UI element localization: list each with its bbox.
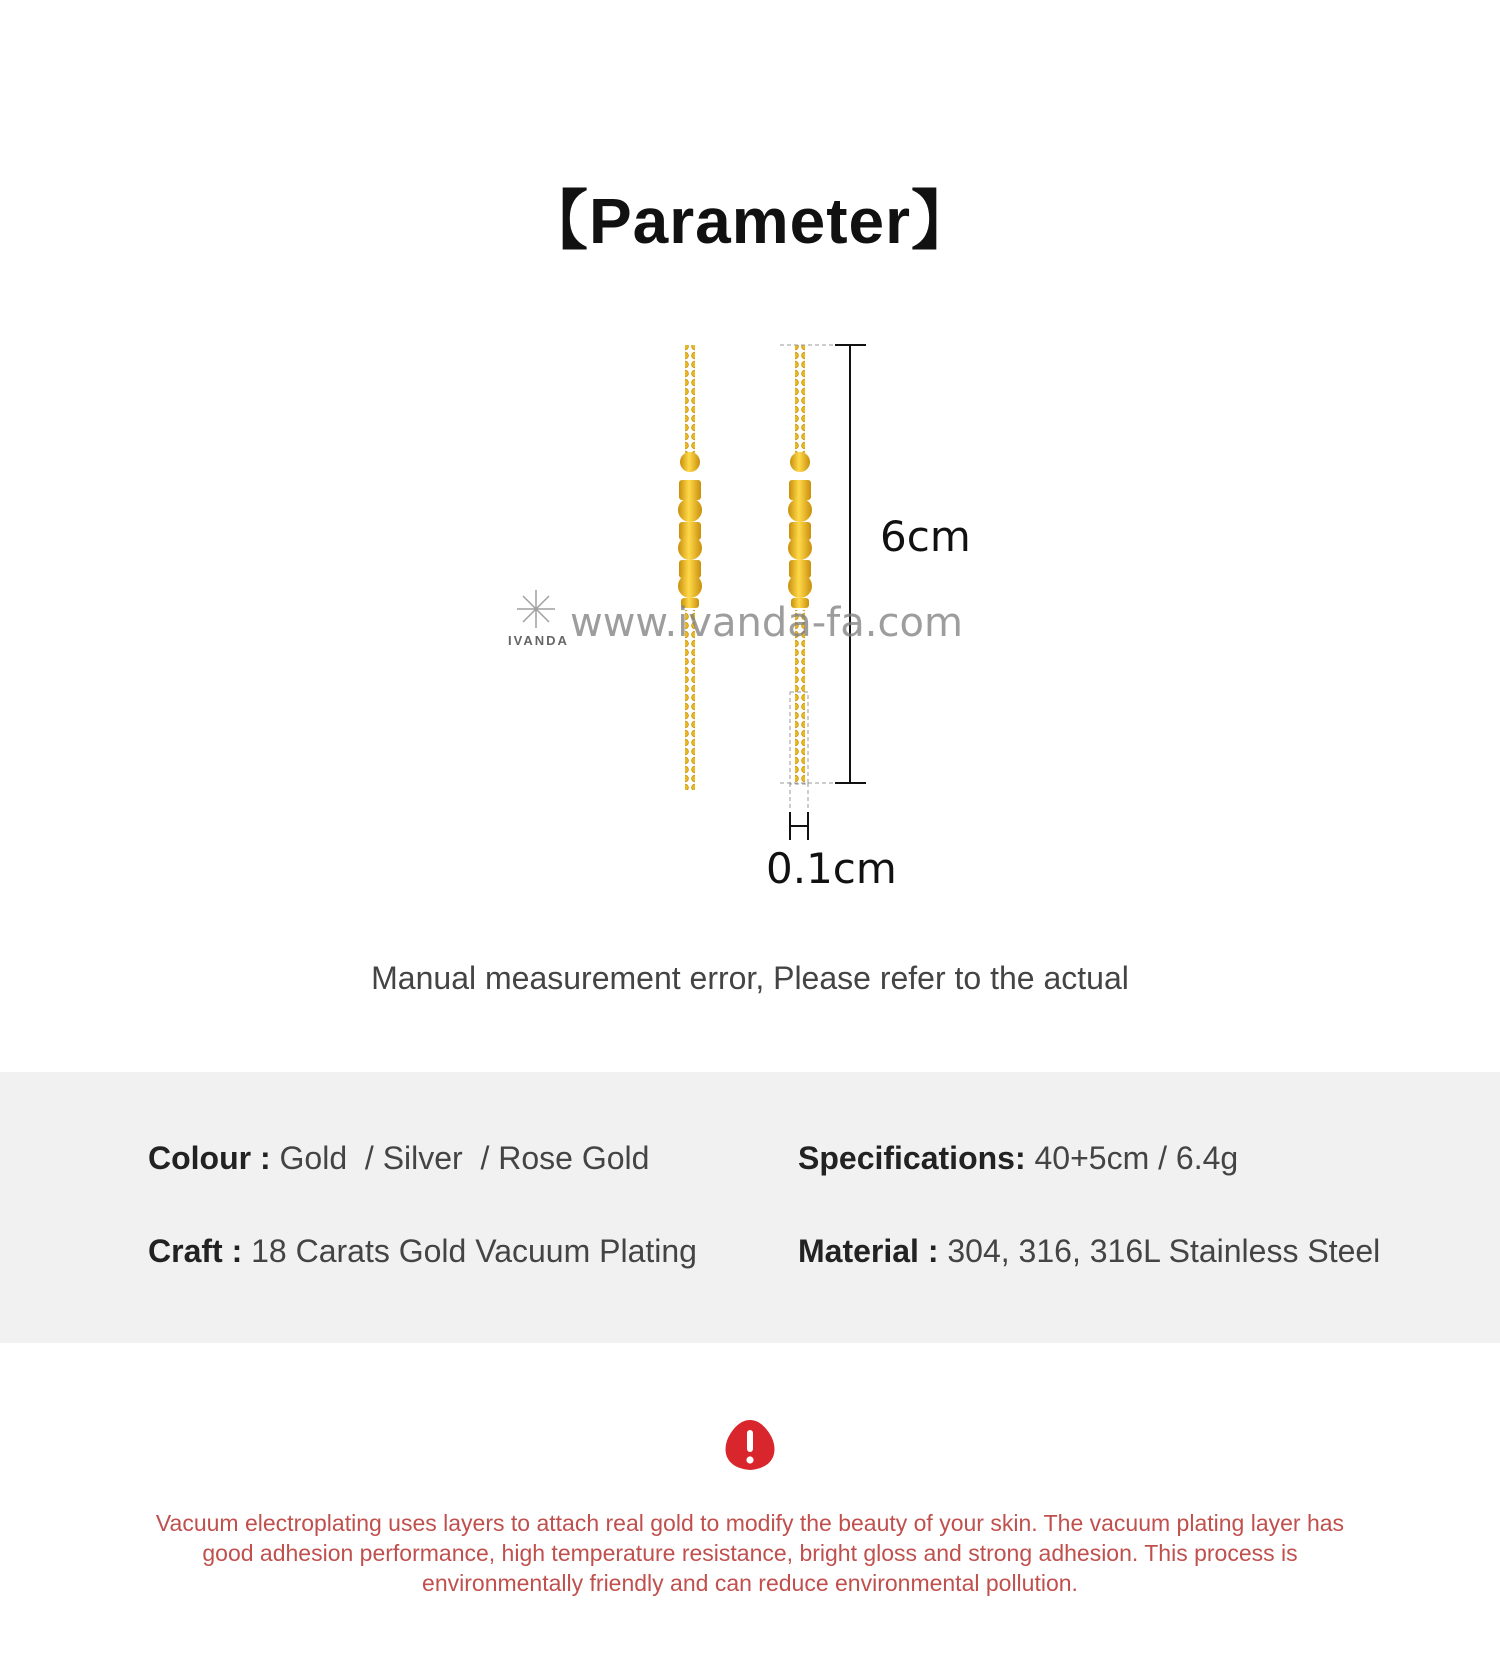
spec-specifications (798, 1140, 1238, 1177)
spec-colour-value: Gold / Silver / Rose Gold (279, 1140, 650, 1176)
spec-specifications-label: Specifications: (798, 1140, 1026, 1176)
length-label: 6cm (880, 512, 971, 561)
length-dimension-line (835, 345, 866, 783)
spec-material-value: 304, 316, 316L Stainless Steel (947, 1233, 1381, 1269)
spec-specifications-value: 40+5cm / 6.4g (1034, 1140, 1239, 1176)
measurement-note: Manual measurement error, Please refer to the actual (371, 960, 1129, 996)
page-title: 【Parameter】 (523, 185, 977, 257)
spec-material-label: Material : (798, 1233, 939, 1269)
spec-material (798, 1233, 1380, 1270)
exclamation-icon (724, 1418, 776, 1472)
width-dimension-line (790, 812, 808, 840)
spec-colour (148, 1140, 649, 1177)
plating-warning-text: Vacuum electroplating uses layers to attach real gold to modify the beauty of your skin. The vacuum plating layer has good adhesion performance, high temperature resistance, bright gloss and strong adhesion. This process is environmentally friendly and can reduce environmental pollution. (155, 1510, 1345, 1596)
watermark-star-icon (517, 590, 555, 628)
watermark-url: www.ivanda-fa.com (570, 600, 963, 646)
watermark-brand: IVANDA (508, 633, 569, 648)
spec-craft-label: Craft : (148, 1233, 243, 1269)
spec-craft-value: 18 Carats Gold Vacuum Plating (251, 1233, 697, 1269)
spec-colour-label: Colour : (148, 1140, 271, 1176)
spec-craft (148, 1233, 697, 1270)
left-earring (678, 345, 702, 790)
width-label: 0.1cm (766, 844, 897, 893)
specs-panel (0, 1072, 1500, 1343)
